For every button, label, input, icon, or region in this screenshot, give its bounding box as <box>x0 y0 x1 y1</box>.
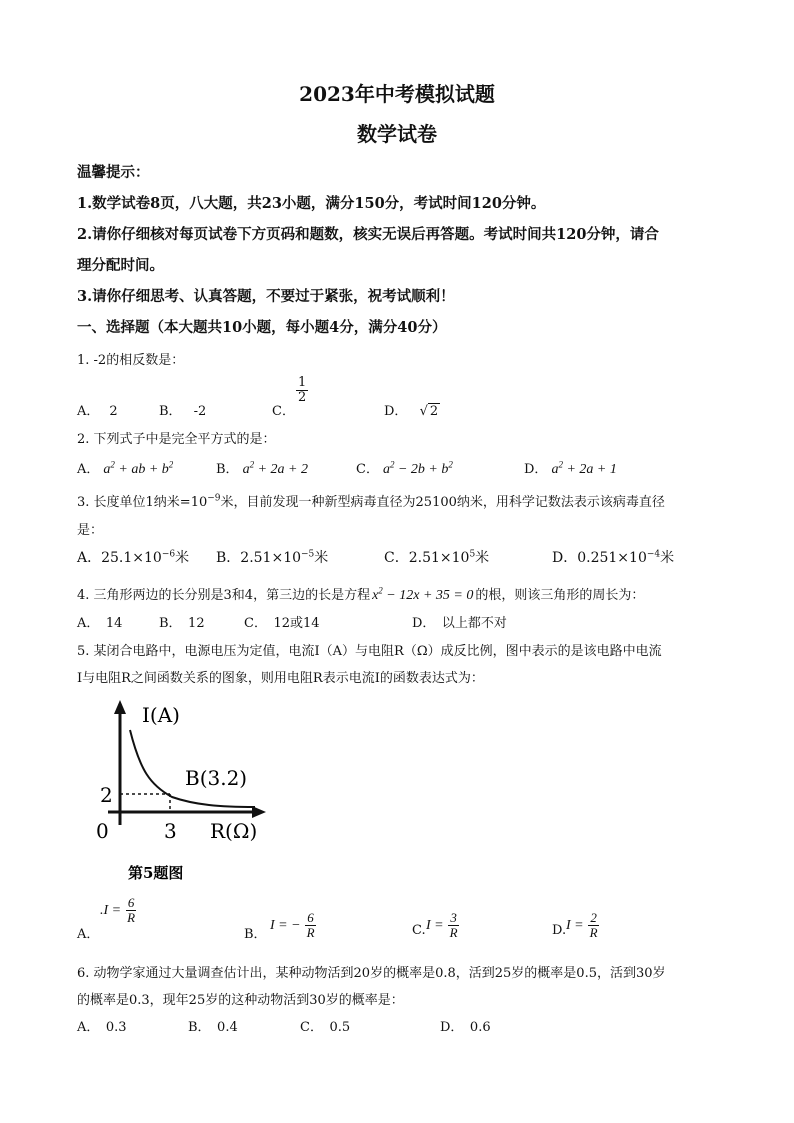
q1-option-c-fraction: $\frac{1}{2}$ <box>298 375 307 406</box>
notice-line-1: 1.数学试卷8页，八大题，共23小题，满分150分，考试时间120分钟。 <box>77 195 546 212</box>
q5-option-b-label: B． <box>244 927 267 942</box>
q2-option-a: A． $a^2$ + ab + $b^2$ <box>77 459 174 477</box>
q4-option-b: B． 12 <box>159 616 205 631</box>
q4-option-a: A． 14 <box>77 616 123 631</box>
q4-equation: $x^2 - 12x + 35 = 0$ <box>372 585 474 603</box>
q2-option-c: C． $a^2 - 2b + b^2$ <box>356 459 453 477</box>
q4-option-c: C． 12或14 <box>244 616 320 631</box>
q5-option-a-label: A． <box>77 927 100 942</box>
figure-caption: 第5题图 <box>128 864 184 882</box>
q4-option-d: D． 以上都不对 <box>412 616 507 631</box>
q5-option-d: I = $\frac{2}{R}$ <box>566 910 598 941</box>
x-tick-label: 3 <box>164 819 177 843</box>
question-3-stem-cont: 是： <box>77 523 104 538</box>
q3-option-c: C．$2.51\times 10^5$米 <box>384 549 490 566</box>
question-5-stem-cont: I与电阻R之间函数关系的图象，则用电阻R表示电流I的函数表达式为： <box>77 671 484 686</box>
q1-option-d: D． √ 2 <box>384 404 439 419</box>
notice-heading: 温馨提示： <box>77 164 150 181</box>
q5-option-c: I = $\frac{3}{R}$ <box>426 910 458 941</box>
q1-option-a: A． 2 <box>77 404 118 419</box>
q3-option-b: B．$2.51\times 10^{-5}$米 <box>216 549 329 566</box>
section-heading: 一、选择题（本大题共10小题，每小题4分，满分40分） <box>77 319 447 336</box>
q2-option-b: B． $a^2 + 2a + 2$ <box>216 459 308 477</box>
q5-graph-figure <box>90 690 290 890</box>
point-b-label: B(3.2) <box>185 766 248 790</box>
q5-option-a: .I = $\frac{6}{R}$ <box>100 895 136 926</box>
q5-option-c-label: C. <box>412 923 426 938</box>
q6-option-d: D． 0.6 <box>440 1020 491 1035</box>
sqrt-symbol: √ <box>419 404 428 419</box>
x-axis-label: R(Ω) <box>210 819 258 843</box>
question-6-stem-cont: 的概率是0.3，现年25岁的这种动物活到30岁的概率是： <box>77 993 404 1008</box>
notice-line-2-cont: 理分配时间。 <box>77 257 164 274</box>
q1-option-b: B． -2 <box>159 404 207 419</box>
question-6-stem: 6. 动物学家通过大量调查估计出，某种动物活到20岁的概率是0.8，活到25岁的概率是0.5，活到30岁 <box>77 966 666 981</box>
y-tick-label: 2 <box>100 783 113 807</box>
page-subtitle: 数学试卷 <box>357 122 437 146</box>
notice-line-2: 2.请你仔细核对每页试卷下方页码和题数，核实无误后再答题。考试时间共120分钟，请合 <box>77 226 659 243</box>
q6-option-c: C． 0.5 <box>300 1020 351 1035</box>
notice-line-3: 3.请你仔细思考、认真答题，不要过于紧张，祝考试顺利！ <box>77 288 455 305</box>
y-axis-arrow <box>114 700 126 714</box>
q2-option-d: D． $a^2 + 2a + 1$ <box>524 459 617 477</box>
page-title: 2023年中考模拟试题 <box>299 82 495 106</box>
q6-option-b: B． 0.4 <box>188 1020 238 1035</box>
q3-option-a: A．$25.1\times 10^{-6}$米 <box>77 549 190 566</box>
q5-option-b: I = − $\frac{6}{R}$ <box>270 910 315 941</box>
question-4-stem: 4. 三角形两边的长分别是3和4，第三边的长是方程 $x^2 - 12x + 35 = 0$ 的根，则该三角形的周长为： <box>77 585 645 603</box>
q5-option-d-label: D. <box>552 923 567 938</box>
q1-option-c: C． <box>272 404 295 419</box>
q6-option-a: A． 0.3 <box>77 1020 127 1035</box>
y-axis-label: I(A) <box>142 703 180 727</box>
question-3-stem: 3. 长度单位1纳米$=10^{-9}$米，目前发现一种新型病毒直径为25100纳米，用科学记数法表示该病毒直径 <box>77 493 665 510</box>
q3-option-d: D．$0.251\times 10^{-4}$米 <box>552 549 675 566</box>
origin-label: 0 <box>96 819 109 843</box>
question-5-stem: 5. 某闭合电路中，电源电压为定值，电流I（A）与电阻R（Ω）成反比例，图中表示的是该电路中电流 <box>77 644 662 659</box>
question-2-stem: 2. 下列式子中是完全平方式的是： <box>77 432 276 447</box>
question-1-stem: 1. -2的相反数是： <box>77 353 185 368</box>
